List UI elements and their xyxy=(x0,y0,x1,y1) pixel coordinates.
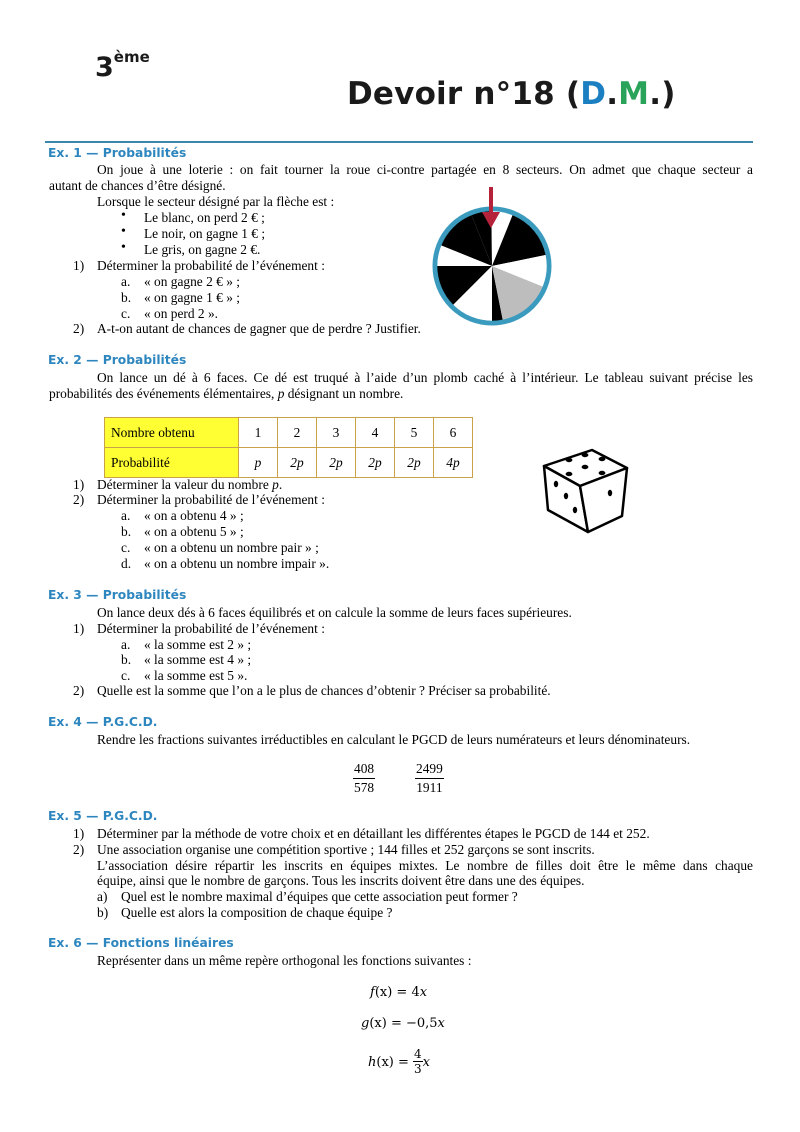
ex5-q2-line3: équipe, ainsi que le nombre de garçons. Tous les inscrits doivent être dans une des équipes. xyxy=(97,873,585,888)
ex1-q1-a: « on gagne 2 € » ; xyxy=(144,274,240,289)
table-cell: 1 xyxy=(239,418,278,448)
ex5-q2-number: 2) xyxy=(73,842,85,857)
ex3-q1-number: 1) xyxy=(73,621,85,636)
table-cell: 4p xyxy=(434,448,473,478)
ex1-q1: Déterminer la probabilité de l’événement : xyxy=(97,258,325,273)
ex2-q2-a: « on a obtenu 4 » ; xyxy=(144,508,244,523)
ex2-q2-a-label: a. xyxy=(121,508,131,523)
ex5-q2-a-label: a) xyxy=(97,889,108,904)
ex2-q2-d: « on a obtenu un nombre impair ». xyxy=(144,556,330,571)
ex1-bullet-1: Le blanc, on perd 2 € ; xyxy=(144,210,265,225)
bullet-icon: • xyxy=(121,224,126,239)
fraction-1 xyxy=(353,761,375,796)
ex5-q2-line2: L’association désire répartir les inscrits en équipes mixtes. Le nombre de filles doit être le même dans chaque xyxy=(97,858,753,873)
ex2-q2-c-label: c. xyxy=(121,540,131,555)
fraction-2 xyxy=(415,761,444,796)
ex3-q1-a: « la somme est 2 » ; xyxy=(144,637,252,652)
ex1-q2: A-t-on autant de chances de gagner que de perdre ? Justifier. xyxy=(97,321,421,336)
function-f: f(x) = 4x xyxy=(370,985,428,1000)
ex2-heading: Ex. 2 — Probabilités xyxy=(48,353,187,367)
ex2-q2-d-label: d. xyxy=(121,556,132,571)
ex4-intro: Rendre les fractions suivantes irréductibles en calculant le PGCD de leurs numérateurs et leurs dénominateurs. xyxy=(97,732,691,747)
fraction-denominator: 578 xyxy=(354,780,375,795)
function-h: h(x) = $\frac{4}{3}$ x xyxy=(368,1047,431,1076)
ex4-heading: Ex. 4 — P.G.C.D. xyxy=(48,715,158,729)
ex5-q2: Une association organise une compétition sportive ; 144 filles et 252 garçons se sont inscrits. xyxy=(97,842,595,857)
ex1-q1-b-label: b. xyxy=(121,290,132,305)
ex3-q2: Quelle est la somme que l’on a le plus de chances d’obtenir ? Préciser sa probabilité. xyxy=(97,683,551,698)
table-cell: 2p xyxy=(395,448,434,478)
ex1-q1-number: 1) xyxy=(73,258,85,273)
ex5-q2-b-label: b) xyxy=(97,905,109,920)
ex1-q1-b: « on gagne 1 € » ; xyxy=(144,290,240,305)
ex1-bullet-2: Le noir, on gagne 1 € ; xyxy=(144,226,266,241)
ex1-bullet-3: Le gris, on gagne 2 €. xyxy=(144,242,261,257)
ex1-q1-c: « on perd 2 ». xyxy=(144,306,219,321)
ex2-q2: Déterminer la probabilité de l’événement : xyxy=(97,492,325,507)
probability-table xyxy=(104,417,473,478)
ex3-intro: On lance deux dés à 6 faces équilibrés et on calcule la somme de leurs faces supérieures. xyxy=(97,605,572,620)
ex2-q2-b: « on a obtenu 5 » ; xyxy=(144,524,244,539)
ex5-heading: Ex. 5 — P.G.C.D. xyxy=(48,809,158,823)
ex3-q1-a-label: a. xyxy=(121,637,131,652)
lottery-wheel-image xyxy=(430,184,560,334)
ex2-q1-number: 1) xyxy=(73,477,85,492)
function-g: g(x) = −0,5x xyxy=(361,1016,445,1031)
table-cell: 2p xyxy=(278,448,317,478)
table-cell: 5 xyxy=(395,418,434,448)
table-cell: 2p xyxy=(317,448,356,478)
table-header-cell: Nombre obtenu xyxy=(105,418,239,448)
ex1-heading: Ex. 1 — Probabilités xyxy=(48,146,187,160)
bullet-icon: • xyxy=(121,240,126,255)
ex5-q2-a: Quel est le nombre maximal d’équipes que cette association peut former ? xyxy=(121,889,518,904)
die-image xyxy=(540,444,632,536)
ex1-q2-number: 2) xyxy=(73,321,85,336)
ex2-q2-number: 2) xyxy=(73,492,85,507)
table-header-cell: Probabilité xyxy=(105,448,239,478)
fraction-numerator: 408 xyxy=(353,761,375,779)
ex1-intro-2: autant de chances d’être désigné. xyxy=(49,178,226,193)
ex6-heading: Ex. 6 — Fonctions linéaires xyxy=(48,936,234,950)
ex3-heading: Ex. 3 — Probabilités xyxy=(48,588,187,602)
ex3-q1-c-label: c. xyxy=(121,668,131,683)
table-row xyxy=(105,448,473,478)
ex2-q2-c: « on a obtenu un nombre pair » ; xyxy=(144,540,319,555)
ex5-q1-number: 1) xyxy=(73,826,85,841)
ex3-q2-number: 2) xyxy=(73,683,85,698)
ex3-q1-c: « la somme est 5 ». xyxy=(144,668,248,683)
ex2-intro-2: probabilités des événements élémentaires, p désignant un nombre. xyxy=(49,386,404,401)
bullet-icon: • xyxy=(121,208,126,223)
ex5-q2-b: Quelle est alors la composition de chaque équipe ? xyxy=(121,905,393,920)
table-cell: 3 xyxy=(317,418,356,448)
table-row xyxy=(105,418,473,448)
ex1-q1-a-label: a. xyxy=(121,274,131,289)
ex1-q1-c-label: c. xyxy=(121,306,131,321)
table-cell: 2 xyxy=(278,418,317,448)
page-title: Devoir n°18 (D.M.) xyxy=(347,76,676,112)
table-cell: 6 xyxy=(434,418,473,448)
ex2-intro-1: On lance un dé à 6 faces. Ce dé est truqué à l’aide d’un plomb caché à l’intérieur. Le tableau suivant précise les xyxy=(97,370,753,385)
ex2-q1: Déterminer la valeur du nombre p. xyxy=(97,477,283,492)
ex1-intro-1: On joue à une loterie : on fait tourner la roue ci-contre partagée en 8 secteurs. On admet que chaque secteur a xyxy=(97,162,753,177)
ex2-q2-b-label: b. xyxy=(121,524,132,539)
ex3-q1-b-label: b. xyxy=(121,652,132,667)
table-cell: p xyxy=(239,448,278,478)
grade-label: 3ème xyxy=(95,48,150,83)
ex5-q1: Déterminer par la méthode de votre choix et en détaillant les différentes étapes le PGCD de 144 et 252. xyxy=(97,826,650,841)
fraction-4-3: $\frac{4}{3}$ xyxy=(414,1047,422,1076)
table-cell: 4 xyxy=(356,418,395,448)
fraction-numerator: 2499 xyxy=(415,761,444,779)
ex3-q1-b: « la somme est 4 » ; xyxy=(144,652,252,667)
ex3-q1: Déterminer la probabilité de l’événement : xyxy=(97,621,325,636)
table-cell: 2p xyxy=(356,448,395,478)
ex6-intro: Représenter dans un même repère orthogonal les fonctions suivantes : xyxy=(97,953,472,968)
fraction-denominator: 1911 xyxy=(416,780,443,795)
ex1-intro-3: Lorsque le secteur désigné par la flèche est : xyxy=(97,194,335,209)
header-rule xyxy=(45,141,753,143)
